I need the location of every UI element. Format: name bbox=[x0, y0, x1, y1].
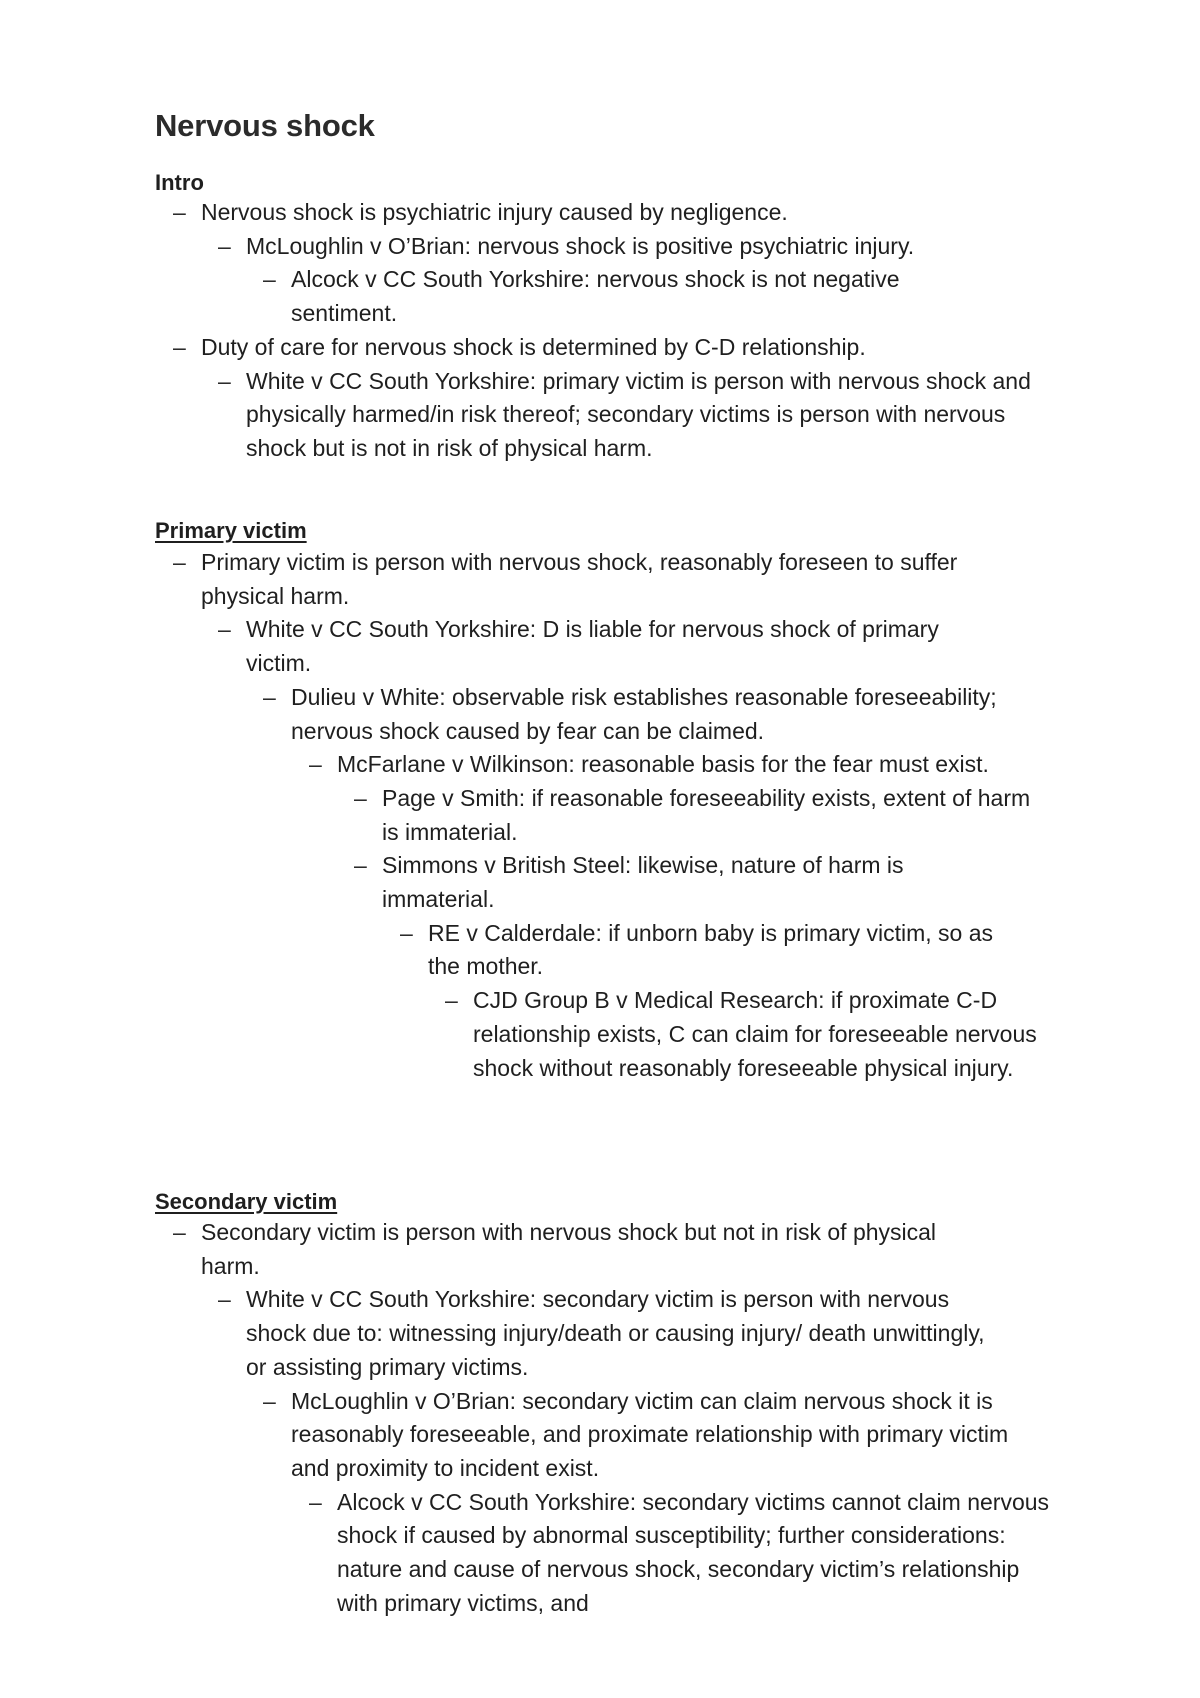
document-title: Nervous shock bbox=[155, 108, 375, 143]
section-heading-intro: Intro bbox=[155, 170, 204, 195]
list-item: – White v CC South Yorkshire: D is liable for nervous shock of primary victim. bbox=[246, 613, 986, 680]
list-item: – RE v Calderdale: if unborn baby is primary victim, so as the mother. bbox=[428, 917, 1028, 984]
list-item: – Alcock v CC South Yorkshire: secondary victims cannot claim nervous shock if caused by abnormal susceptibility; further considerations: nature and cause of nervous shock, secondary victim’s relationship with primary victims, and bbox=[337, 1486, 1072, 1621]
list-item: – Nervous shock is psychiatric injury caused by negligence. bbox=[201, 196, 1055, 230]
section-heading-secondary-victim: Secondary victim bbox=[155, 1189, 338, 1214]
list-item: – Simmons v British Steel: likewise, nature of harm is immaterial. bbox=[382, 849, 1012, 916]
list-item: – Primary victim is person with nervous shock, reasonably foreseen to suffer physical harm. bbox=[201, 546, 1041, 613]
list-item: – Dulieu v White: observable risk establishes reasonable foreseeability; nervous shock caused by fear can be claimed. bbox=[291, 681, 1021, 748]
list-item: – White v CC South Yorkshire: primary victim is person with nervous shock and physically harmed/in risk thereof; secondary victims is person with nervous shock but is not in risk of physical harm. bbox=[246, 365, 1046, 466]
primary-victim-list bbox=[155, 546, 1055, 1085]
list-item: – Page v Smith: if reasonable foreseeability exists, extent of harm is immaterial. bbox=[382, 782, 1062, 849]
intro-list bbox=[155, 196, 1055, 466]
list-item: – Duty of care for nervous shock is determined by C-D relationship. bbox=[201, 331, 1055, 365]
list-item: – Secondary victim is person with nervous shock but not in risk of physical harm. bbox=[201, 1216, 1011, 1283]
list-item: – White v CC South Yorkshire: secondary victim is person with nervous shock due to: witnessing injury/death or causing injury/ death unwittingly, or assisting primary victims. bbox=[246, 1283, 1016, 1384]
list-item: – McLoughlin v O’Brian: secondary victim can claim nervous shock it is reasonably foreseeable, and proximate relationship with primary victim and proximity to incident exist. bbox=[291, 1385, 1051, 1486]
list-item: – McLoughlin v O’Brian: nervous shock is positive psychiatric injury. bbox=[246, 230, 1016, 264]
section-heading-primary-victim: Primary victim bbox=[155, 518, 307, 543]
secondary-victim-list bbox=[155, 1216, 1055, 1620]
list-item: – Alcock v CC South Yorkshire: nervous shock is not negative sentiment. bbox=[291, 263, 1001, 330]
list-item: – CJD Group B v Medical Research: if proximate C-D relationship exists, C can claim for foreseeable nervous shock without reasonably foreseeable physical injury. bbox=[473, 984, 1078, 1085]
list-item: – McFarlane v Wilkinson: reasonable basis for the fear must exist. bbox=[337, 748, 1037, 782]
